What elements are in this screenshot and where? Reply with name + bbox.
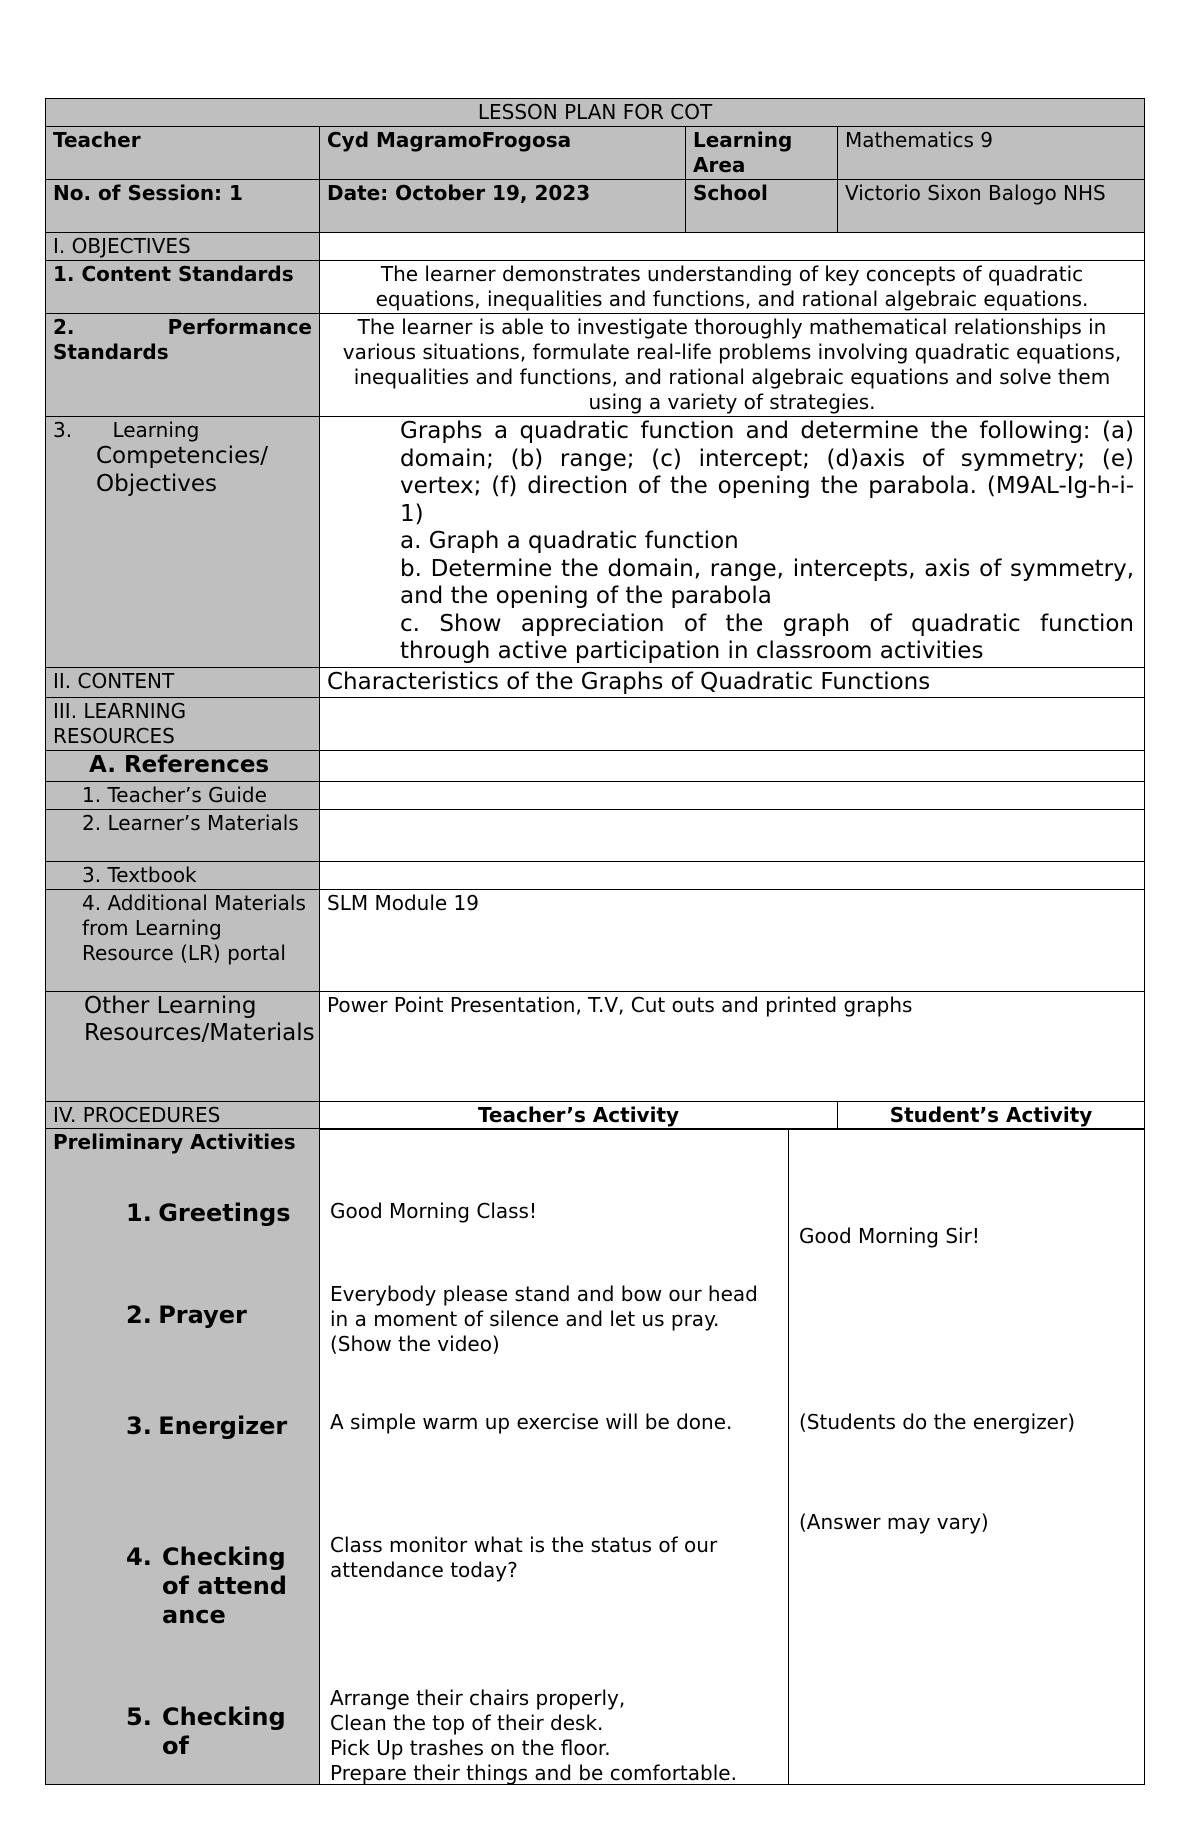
student-greeting: Good Morning Sir! — [799, 1224, 980, 1248]
performance-standards-label: 2. Performance Standards — [46, 314, 320, 417]
teacher-env-line-4: Prepare their things and be comfortable. — [330, 1761, 737, 1785]
procedures-steps-cell — [46, 1129, 320, 1785]
session-label: No. of Session: 1 — [46, 180, 320, 233]
step-attendance-num: 4. — [126, 1543, 152, 1571]
competencies-number: 3. — [53, 418, 73, 442]
school-label: School — [686, 180, 838, 233]
procedures-heading: IV. PROCEDURES — [46, 1101, 320, 1129]
step-environment-label: Checking of — [162, 1703, 286, 1760]
learning-resources-empty-cell — [320, 698, 1145, 751]
teacher-activity-cell — [320, 1129, 789, 1785]
step-prayer-label: Prayer — [158, 1301, 247, 1329]
additional-materials-label: 4. Additional Materials from Learning Resource (LR) portal — [46, 889, 320, 991]
document-title: LESSON PLAN FOR COT — [46, 99, 1145, 127]
references-empty-cell — [320, 751, 1145, 782]
teacher-energizer: A simple warm up exercise will be done. — [330, 1410, 733, 1434]
preliminary-activities-label: Preliminary Activities — [53, 1130, 296, 1154]
teachers-guide-value — [320, 781, 1145, 809]
teacher-activity-header: Teacher’s Activity — [320, 1101, 838, 1129]
objective-a: a. Graph a quadratic function — [400, 528, 739, 554]
teacher-prayer-video: (Show the video) — [330, 1332, 500, 1356]
teacher-prayer-text: Everybody please stand and bow our head in a moment of silence and let us pray. — [330, 1282, 758, 1331]
step-prayer — [126, 1301, 316, 1330]
step-environment — [126, 1703, 316, 1761]
teacher-greeting: Good Morning Class! — [330, 1199, 537, 1223]
competencies-label-b: Competencies/ Objectives — [96, 443, 268, 497]
teacher-prayer — [330, 1282, 760, 1357]
lesson-plan-table — [45, 98, 1145, 1130]
competencies-label — [46, 417, 320, 668]
content-standards-text: The learner demonstrates understanding of key concepts of quadratic equations, inequalities and functions, and rational algebraic equations. — [320, 261, 1145, 314]
teachers-guide-label: 1. Teacher’s Guide — [46, 781, 320, 809]
teacher-label: Teacher — [46, 127, 320, 180]
step-environment-num: 5. — [126, 1703, 152, 1731]
step-energizer-num: 3. — [126, 1412, 152, 1440]
student-attendance: (Answer may vary) — [799, 1510, 989, 1534]
competency-text: Graphs a quadratic function and determine the following: (a) domain; (b) range; (c) intercept; (d)axis of symmetry; (e) vertex; (f) direction of the opening the parabola. (M9AL-Ig-h-i-1) — [400, 418, 1135, 527]
learners-materials-label: 2. Learner’s Materials — [46, 809, 320, 861]
student-activity-header: Student’s Activity — [838, 1101, 1145, 1129]
learning-area-value: Mathematics 9 — [838, 127, 1145, 180]
date-label: Date: October 19, 2023 — [320, 180, 686, 233]
teacher-name: Cyd MagramoFrogosa — [320, 127, 686, 180]
content-heading: II. CONTENT — [46, 667, 320, 698]
step-prayer-num: 2. — [126, 1301, 152, 1329]
content-text: Characteristics of the Graphs of Quadratic Functions — [320, 667, 1145, 698]
competencies-label-a: Learning — [112, 418, 200, 442]
step-attendance-label: Checking of attendance — [162, 1543, 287, 1629]
teacher-attendance: Class monitor what is the status of our attendance today? — [330, 1533, 718, 1582]
performance-standards-text: The learner is able to investigate thoroughly mathematical relationships in various situations, formulate real-life problems involving quadratic equations, inequalities and functions, and rational algebraic equations and solve them using a variety of strategies. — [320, 314, 1145, 417]
other-resources-value: Power Point Presentation, T.V, Cut outs and printed graphs — [320, 991, 1145, 1101]
learning-resources-heading: III. LEARNING RESOURCES — [46, 698, 320, 751]
objectives-heading: I. OBJECTIVES — [46, 233, 320, 261]
step-greetings — [126, 1199, 316, 1228]
objective-b: b. Determine the domain, range, intercepts, axis of symmetry, and the opening of the parabola — [400, 555, 1135, 609]
additional-materials-value: SLM Module 19 — [320, 889, 1145, 991]
references-label: A. References — [46, 751, 320, 782]
step-energizer — [126, 1412, 316, 1441]
step-greetings-num: 1. — [126, 1199, 152, 1227]
objective-c: c. Show appreciation of the graph of quadratic function through active participation in classroom activities — [400, 610, 1135, 664]
school-value: Victorio Sixon Balogo NHS — [838, 180, 1145, 233]
teacher-env-line-1: Arrange their chairs properly, — [330, 1686, 626, 1710]
teacher-environment — [330, 1686, 785, 1786]
content-standards-label: 1. Content Standards — [46, 261, 320, 314]
textbook-label: 3. Textbook — [46, 861, 320, 889]
step-greetings-label: Greetings — [158, 1199, 291, 1227]
step-energizer-label: Energizer — [158, 1412, 288, 1440]
step-attendance — [126, 1543, 316, 1630]
learners-materials-value — [320, 809, 1145, 861]
objectives-empty-cell — [320, 233, 1145, 261]
learning-area-label: Learning Area — [686, 127, 838, 180]
textbook-value — [320, 861, 1145, 889]
teacher-env-line-3: Pick Up trashes on the floor. — [330, 1736, 611, 1760]
lesson-plan-document — [45, 98, 1144, 1785]
competencies-cell — [320, 417, 1145, 668]
student-energizer: (Students do the energizer) — [799, 1410, 1076, 1434]
other-resources-label: Other Learning Resources/Materials — [46, 991, 320, 1101]
procedures-table — [45, 1128, 1145, 1785]
student-activity-cell — [789, 1129, 1145, 1785]
teacher-env-line-2: Clean the top of their desk. — [330, 1711, 604, 1735]
